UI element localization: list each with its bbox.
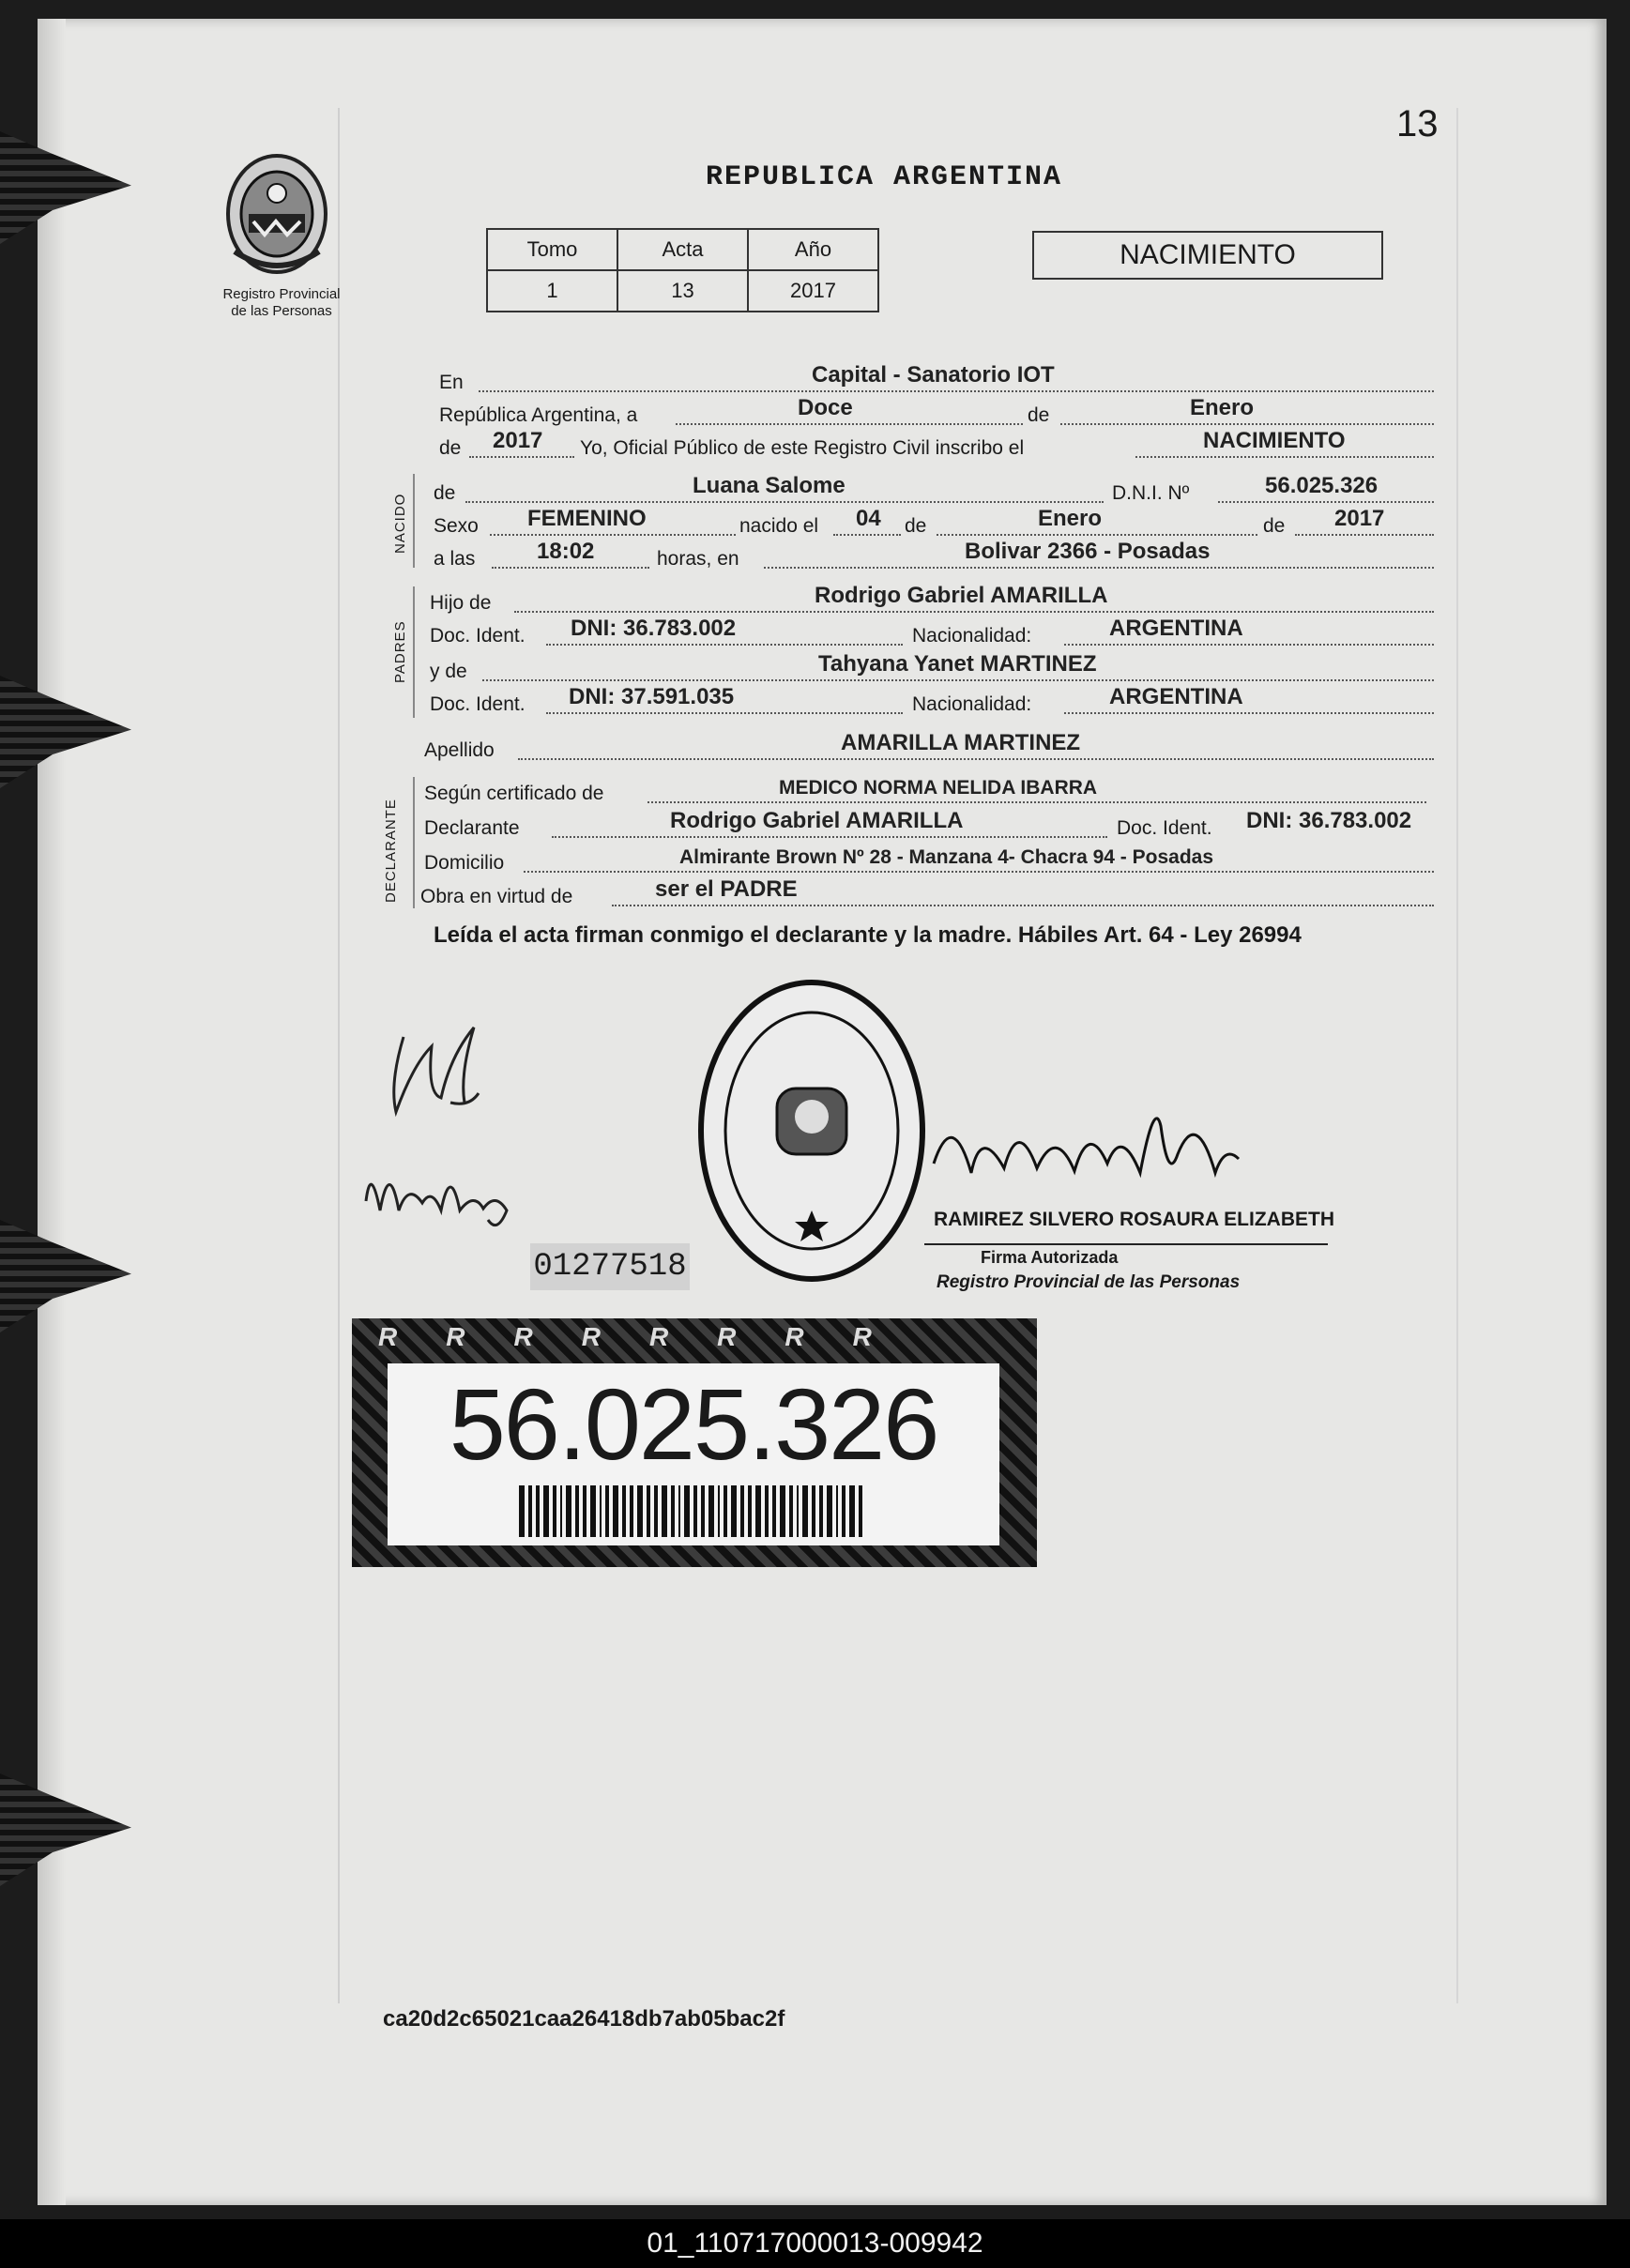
country-title: REPUBLICA ARGENTINA	[706, 161, 1063, 193]
barcode-bar	[836, 1485, 838, 1537]
section-padres: PADRES	[392, 620, 408, 683]
barcode-bar	[797, 1485, 799, 1537]
official-name: RAMIREZ SILVERO ROSAURA ELIZABETH	[934, 1209, 1335, 1230]
barcode-bar	[600, 1485, 602, 1537]
barcode-bars-icon	[519, 1485, 868, 1537]
dni-big-number: 56.025.326	[449, 1367, 938, 1481]
barcode-bar	[647, 1485, 650, 1537]
barcode-bar	[731, 1485, 737, 1537]
section-nacido: NACIDO	[392, 493, 408, 554]
barcode-bar	[684, 1485, 690, 1537]
table-header-acta: Acta	[617, 229, 748, 270]
barcode-bar	[528, 1485, 532, 1537]
barcode-bar	[718, 1485, 720, 1537]
barcode-bar	[740, 1485, 744, 1537]
table-value-ano: 2017	[748, 270, 878, 312]
table-value-tomo: 1	[487, 270, 617, 312]
section-declarante: DECLARANTE	[383, 799, 399, 903]
barcode-bar	[755, 1485, 761, 1537]
dni-barcode-label	[352, 1318, 1037, 1567]
barcode-bar	[622, 1485, 626, 1537]
barcode-bar	[701, 1485, 705, 1537]
official-role: Firma Autorizada	[981, 1248, 1119, 1267]
barcode-bar	[748, 1485, 752, 1537]
registry-caption: Registro Provincial de las Personas	[222, 286, 341, 319]
barcode-bar	[693, 1485, 697, 1537]
barcode-bar	[842, 1485, 845, 1537]
table-header-tomo: Tomo	[487, 229, 617, 270]
barcode-bar	[819, 1485, 823, 1537]
closing-statement: Leída el acta firman conmigo el declarante y la madre. Hábiles Art. 64 - Ley 26994	[434, 922, 1302, 948]
official-seal-icon	[694, 976, 929, 1286]
barcode-bar	[630, 1485, 633, 1537]
barcode-bar	[780, 1485, 785, 1537]
barcode-bar	[802, 1485, 808, 1537]
barcode-bar	[708, 1485, 714, 1537]
barcode-bar	[789, 1485, 793, 1537]
barcode-bar	[605, 1485, 609, 1537]
barcode-bar	[519, 1485, 525, 1537]
page-edge-shadow	[38, 19, 66, 2205]
barcode-bar	[678, 1485, 680, 1537]
record-type-box: NACIMIENTO	[1032, 231, 1383, 280]
tomo-acta-ano-table	[486, 228, 879, 312]
serial-number: 01277518	[530, 1243, 690, 1290]
barcode-bar	[560, 1485, 562, 1537]
barcode-bar	[566, 1485, 571, 1537]
table-value-acta: 13	[617, 270, 748, 312]
official-organization: Registro Provincial de las Personas	[937, 1272, 1241, 1292]
barcode-bar	[637, 1485, 643, 1537]
barcode-bar	[536, 1485, 540, 1537]
barcode-bar	[553, 1485, 556, 1537]
barcode-bar	[812, 1485, 815, 1537]
r-security-strip: R R R R R R R R	[378, 1322, 872, 1351]
handwritten-signature-icon	[357, 1145, 516, 1248]
barcode-bar	[724, 1485, 727, 1537]
footer-filename: 01_110717000013-009942	[0, 2219, 1630, 2268]
barcode-bar	[613, 1485, 618, 1537]
document-hash: ca20d2c65021caa26418db7ab05bac2f	[383, 2006, 785, 2032]
barcode-bar	[671, 1485, 675, 1537]
handwritten-signature-icon	[385, 1009, 497, 1131]
barcode-bar	[583, 1485, 586, 1537]
page-number: 13	[1396, 103, 1439, 145]
barcode-bar	[849, 1485, 855, 1537]
barcode-bar	[662, 1485, 667, 1537]
barcode-bar	[575, 1485, 579, 1537]
barcode-bar	[654, 1485, 658, 1537]
barcode-bar	[859, 1485, 862, 1537]
barcode-bar	[772, 1485, 776, 1537]
coat-of-arms-icon	[216, 148, 338, 280]
table-header-ano: Año	[748, 229, 878, 270]
barcode-bar	[590, 1485, 596, 1537]
barcode-bar	[543, 1485, 549, 1537]
barcode-bar	[765, 1485, 769, 1537]
barcode-bar	[827, 1485, 832, 1537]
